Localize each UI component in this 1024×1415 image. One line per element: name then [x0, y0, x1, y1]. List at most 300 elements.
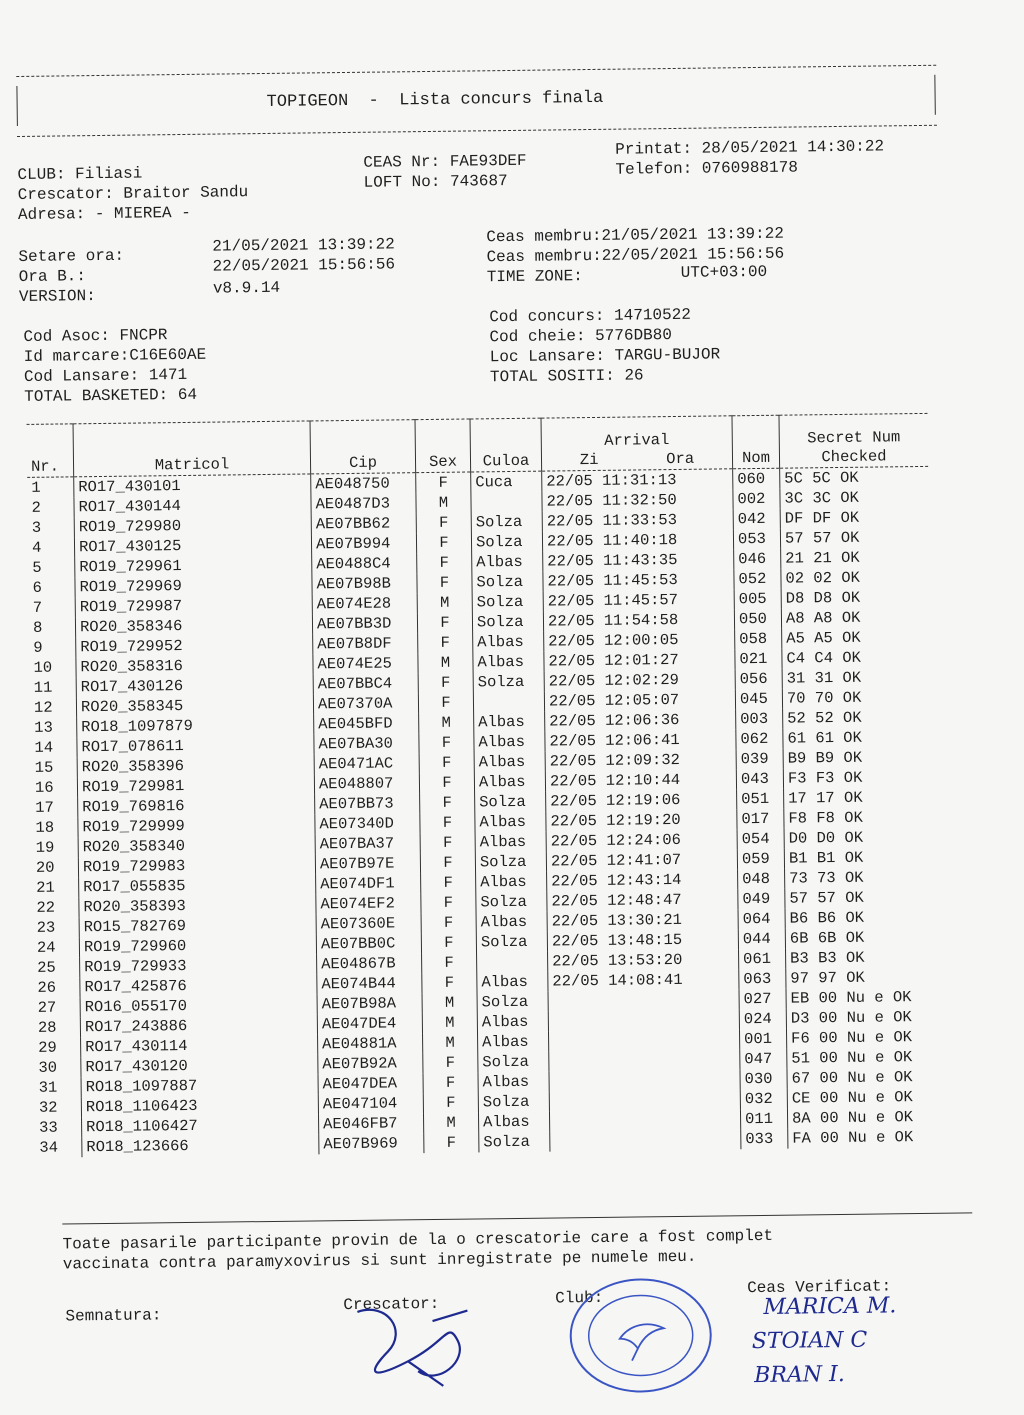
row-sex: F: [416, 472, 471, 493]
version-label: VERSION:: [18, 287, 96, 306]
row-cip: AE0487D3: [311, 493, 416, 514]
row-cip: AE07B98A: [317, 993, 422, 1014]
row-cip: AE07BA37: [315, 833, 420, 854]
row-nr: 23: [36, 918, 56, 937]
row-secret: B3 B3 OK: [786, 947, 935, 969]
row-secret: CE 00 Nu e OK: [787, 1087, 936, 1109]
row-secret: D0 D0 OK: [784, 827, 933, 849]
row-secret: D8 D8 OK: [781, 587, 930, 609]
row-matricol: RO17_430120: [81, 1054, 318, 1077]
row-matricol: RO20_358393: [79, 894, 316, 917]
row-cip: AE07BB0C: [316, 933, 421, 954]
row-culoa: [477, 952, 548, 973]
row-secret: 5C 5C OK: [780, 466, 929, 488]
row-secret: F3 F3 OK: [783, 767, 932, 789]
row-culoa: Albas: [472, 552, 543, 573]
row-nr: 22: [36, 898, 56, 917]
row-matricol: RO19_729961: [75, 554, 312, 577]
row-nom: 043: [736, 769, 783, 790]
row-matricol: RO16_055170: [80, 994, 317, 1017]
row-nr: 26: [37, 978, 57, 997]
row-cip: AE07B8DF: [313, 633, 418, 654]
row-matricol: RO20_358340: [78, 834, 315, 857]
row-cip: AE046FB7: [318, 1113, 423, 1134]
ceas-membru-2: Ceas membru:22/05/2021 15:56:56: [486, 244, 785, 267]
row-nr: 13: [34, 718, 53, 737]
row-nr: 32: [38, 1098, 58, 1117]
row-nom: 059: [737, 849, 784, 870]
row-nr: 30: [38, 1058, 58, 1077]
row-matricol: RO19_729933: [80, 954, 317, 977]
crescator-label: Crescator:: [343, 1294, 440, 1315]
row-cip: AE07370A: [313, 693, 418, 714]
row-matricol: RO19_729987: [75, 594, 312, 617]
row-arrival: 22/05 12:24:06: [546, 829, 737, 851]
row-arrival: 22/05 11:33:53: [542, 509, 733, 531]
row-arrival: 22/05 12:01:27: [544, 649, 735, 671]
setare-ora-label: Setare ora:: [18, 246, 125, 266]
row-matricol: RO18_1106423: [81, 1094, 318, 1117]
results-table: [27, 413, 937, 1158]
row-cip: AE07B994: [311, 533, 416, 554]
row-nr: 7: [32, 598, 43, 617]
row-matricol: RO17_430125: [74, 534, 311, 557]
row-sex: M: [423, 1032, 478, 1053]
cod-concurs-line: Cod concurs: 14710522: [489, 305, 692, 327]
row-matricol: RO17_055835: [79, 874, 316, 897]
row-secret: 6B 6B OK: [785, 927, 934, 949]
row-matricol: RO17_430114: [81, 1034, 318, 1057]
row-cip: AE048750: [311, 473, 416, 495]
club-label: Club:: [555, 1288, 604, 1308]
row-sex: F: [420, 812, 475, 833]
row-arrival: [548, 1029, 739, 1051]
row-cip: AE074E28: [312, 593, 417, 614]
row-culoa: Cuca: [471, 471, 542, 492]
row-secret: 70 70 OK: [782, 687, 931, 709]
row-culoa: Solza: [471, 532, 542, 553]
row-sex: F: [418, 672, 473, 693]
row-sex: M: [423, 1112, 478, 1133]
table-body: [27, 466, 936, 1157]
row-matricol: RO19_729969: [75, 574, 312, 597]
club-line: CLUB: Filiasi: [17, 164, 143, 185]
setare-ora-value: 21/05/2021 13:39:22: [212, 235, 395, 256]
row-arrival: 22/05 13:48:15: [547, 929, 738, 951]
row-secret: 73 73 OK: [785, 867, 934, 889]
time-zone-value: UTC+03:00: [680, 262, 768, 282]
loft-no-line: LOFT No: 743687: [363, 172, 508, 192]
footer-statement: [62, 1212, 973, 1274]
row-sex: F: [418, 632, 473, 653]
col-arrival: [541, 416, 733, 471]
row-nr: 31: [38, 1078, 58, 1097]
row-culoa: Albas: [474, 752, 545, 773]
row-secret: F8 F8 OK: [784, 807, 933, 829]
col-cip: Cip: [310, 420, 416, 474]
row-cip: AE07360E: [316, 913, 421, 934]
col-secret: [779, 413, 928, 468]
row-sex: F: [417, 552, 472, 573]
row-culoa: Solza: [476, 932, 547, 953]
verifier-signature-1: MARICA M.: [763, 1293, 897, 1320]
row-cip: AE07BA30: [314, 733, 419, 754]
row-sex: F: [422, 952, 477, 973]
row-secret: 02 02 OK: [781, 567, 930, 589]
row-secret: A8 A8 OK: [781, 607, 930, 629]
row-arrival: 22/05 12:09:32: [545, 749, 736, 771]
row-culoa: Albas: [477, 1012, 548, 1033]
row-culoa: Solza: [479, 1132, 550, 1153]
row-sex: M: [416, 492, 471, 513]
row-sex: F: [421, 872, 476, 893]
row-cip: AE0471AC: [314, 753, 419, 774]
row-sex: F: [419, 752, 474, 773]
row-nom: 011: [740, 1109, 787, 1130]
row-cip: AE07BB73: [315, 793, 420, 814]
row-cip: AE07B969: [319, 1133, 424, 1154]
row-matricol: RO19_729983: [78, 854, 315, 877]
printat-line: Printat: 28/05/2021 14:30:22: [615, 137, 885, 159]
crescator-signature: [347, 1290, 488, 1392]
row-secret: A5 A5 OK: [782, 627, 931, 649]
row-nom: 032: [740, 1089, 787, 1110]
row-sex: F: [418, 692, 473, 713]
row-sex: M: [419, 712, 474, 733]
row-arrival: [548, 1009, 739, 1031]
row-nr: 2: [31, 498, 41, 517]
row-matricol: RO17_078611: [77, 734, 314, 757]
loc-lansare-line: Loc Lansare: TARGU-BUJOR: [489, 345, 721, 367]
arrival-subheadings: [546, 449, 728, 470]
row-matricol: RO20_358316: [76, 654, 313, 677]
row-arrival: 22/05 12:19:06: [546, 789, 737, 811]
checked-heading: Checked: [821, 447, 887, 467]
row-nom: 017: [737, 809, 784, 830]
row-culoa: Albas: [475, 832, 546, 853]
row-secret: DF DF OK: [780, 507, 929, 529]
row-matricol: RO17_430126: [76, 674, 313, 697]
col-nom: Nom: [732, 415, 780, 469]
row-sex: F: [421, 892, 476, 913]
row-culoa: Albas: [474, 772, 545, 793]
row-sex: F: [424, 1132, 479, 1153]
row-secret: EB 00 Nu e OK: [786, 987, 935, 1009]
row-matricol: RO19_729980: [74, 514, 311, 537]
verifier-signature-3: BRAN I.: [754, 1361, 845, 1389]
row-culoa: Solza: [473, 672, 544, 693]
row-sex: M: [422, 1012, 477, 1033]
row-arrival: 22/05 12:48:47: [547, 889, 738, 911]
row-cip: AE07340D: [315, 813, 420, 834]
row-matricol: RO15_782769: [79, 914, 316, 937]
row-secret: 57 57 OK: [780, 527, 929, 549]
row-arrival: 22/05 12:00:05: [544, 629, 735, 651]
row-arrival: 22/05 13:30:21: [547, 909, 738, 931]
row-matricol: RO19_729999: [78, 814, 315, 837]
statement-line-1: Toate pasarile participante provin de la o crescatorie care a fost complet: [62, 1226, 774, 1254]
row-cip: AE074DF1: [316, 873, 421, 894]
row-culoa: [473, 692, 544, 713]
row-secret: B6 B6 OK: [785, 907, 934, 929]
row-nr: 16: [34, 778, 54, 797]
row-nom: 044: [738, 929, 785, 950]
row-matricol: RO18_123666: [82, 1134, 319, 1157]
row-secret: 61 61 OK: [783, 727, 932, 749]
row-nom: 048: [738, 869, 785, 890]
row-nom: 058: [735, 629, 782, 650]
row-culoa: [471, 492, 542, 513]
row-nom: 061: [739, 949, 786, 970]
row-culoa: Solza: [478, 1052, 549, 1073]
row-nr: 27: [37, 998, 57, 1017]
row-sex: F: [420, 852, 475, 873]
row-sex: F: [417, 572, 472, 593]
row-nr: 1: [31, 478, 41, 497]
row-nr: 11: [33, 678, 53, 697]
row-nom: 053: [733, 529, 780, 550]
row-arrival: [549, 1109, 740, 1131]
row-culoa: Albas: [473, 652, 544, 673]
row-secret: 51 00 Nu e OK: [787, 1047, 936, 1069]
row-cip: AE07B92A: [318, 1053, 423, 1074]
row-secret: 31 31 OK: [782, 667, 931, 689]
row-arrival: [550, 1129, 741, 1151]
row-arrival: 22/05 12:43:14: [547, 869, 738, 891]
row-matricol: RO18_1106427: [82, 1114, 319, 1137]
row-matricol: RO17_425876: [80, 974, 317, 997]
row-arrival: 22/05 11:43:35: [543, 549, 734, 571]
row-nr: 28: [37, 1018, 57, 1037]
row-cip: AE07B98B: [312, 573, 417, 594]
row-nr: 18: [35, 818, 55, 837]
row-arrival: 22/05 12:06:41: [545, 729, 736, 751]
row-nom: 049: [738, 889, 785, 910]
total-basketed-line: TOTAL BASKETED: 64: [24, 385, 198, 406]
ora-b-label: Ora B.:: [18, 267, 87, 286]
row-sex: F: [423, 1072, 478, 1093]
row-nom: 060: [733, 468, 780, 489]
id-marcare-line: Id marcare:C16E60AE: [23, 345, 207, 366]
row-matricol: RO18_1097879: [77, 714, 314, 737]
row-nom: 030: [740, 1069, 787, 1090]
row-arrival: 22/05 12:41:07: [546, 849, 737, 871]
row-matricol: RO19_729981: [77, 774, 314, 797]
row-arrival: 22/05 11:32:50: [542, 489, 733, 511]
row-nom: 064: [738, 909, 785, 930]
row-cip: AE074E25: [313, 653, 418, 674]
row-nom: 033: [741, 1129, 788, 1150]
row-matricol: RO17_243886: [80, 1014, 317, 1037]
row-nom: 052: [734, 569, 781, 590]
row-nom: 051: [737, 789, 784, 810]
row-culoa: Albas: [475, 812, 546, 833]
semnatura-label: Semnatura:: [65, 1306, 162, 1326]
row-nr: 5: [32, 558, 42, 577]
row-matricol: RO17_430144: [74, 494, 311, 517]
telefon-line: Telefon: 0760988178: [615, 158, 799, 179]
row-arrival: 22/05 13:53:20: [548, 949, 739, 971]
row-culoa: Solza: [477, 992, 548, 1013]
cod-asoc-line: Cod Asoc: FNCPR: [23, 326, 168, 346]
row-nom: 042: [733, 509, 780, 530]
row-arrival: 22/05 11:45:57: [543, 589, 734, 611]
row-nom: 062: [736, 729, 783, 750]
row-sex: F: [421, 912, 476, 933]
row-culoa: Albas: [478, 1112, 549, 1133]
row-nr: 29: [38, 1038, 57, 1057]
row-secret: 3C 3C OK: [780, 487, 929, 509]
total-sositi-line: TOTAL SOSITI: 26: [489, 366, 644, 387]
row-secret: D3 00 Nu e OK: [786, 1007, 935, 1029]
row-nr: 12: [33, 698, 53, 717]
title-box: [16, 65, 937, 138]
row-culoa: Solza: [475, 792, 546, 813]
row-secret: 97 97 OK: [786, 967, 935, 989]
row-culoa: Solza: [478, 1092, 549, 1113]
row-matricol: RO20_358346: [75, 614, 312, 637]
row-matricol: RO20_358396: [77, 754, 314, 777]
row-arrival: 22/05 12:05:07: [544, 689, 735, 711]
adresa-line: Adresa: - MIEREA -: [17, 203, 191, 224]
row-sex: F: [423, 1092, 478, 1113]
row-secret: 57 57 OK: [785, 887, 934, 909]
row-arrival: 22/05 14:08:41: [548, 969, 739, 991]
row-sex: F: [419, 732, 474, 753]
row-sex: M: [417, 592, 472, 613]
row-culoa: Albas: [478, 1032, 549, 1053]
row-arrival: [549, 1049, 740, 1071]
club-stamp: [567, 1276, 714, 1396]
row-cip: AE045BFD: [314, 713, 419, 734]
row-nom: 056: [735, 669, 782, 690]
col-sex: Sex: [415, 419, 471, 473]
row-arrival: 22/05 12:19:20: [546, 809, 737, 831]
row-culoa: Solza: [476, 892, 547, 913]
col-zi: Zi: [579, 450, 599, 470]
row-sex: M: [422, 992, 477, 1013]
row-sex: F: [420, 792, 475, 813]
row-nr: 9: [33, 638, 43, 657]
row-nom: 003: [736, 709, 783, 730]
row-culoa: Albas: [477, 972, 548, 993]
row-arrival: 22/05 11:40:18: [542, 529, 733, 551]
row-nr: 25: [37, 958, 56, 977]
row-arrival: 22/05 12:10:44: [545, 769, 736, 791]
row-nr: 19: [35, 838, 55, 857]
row-nr: 14: [34, 738, 54, 757]
row-secret: B1 B1 OK: [784, 847, 933, 869]
secret-heading: Secret Num: [807, 428, 901, 448]
row-secret: 67 00 Nu e OK: [787, 1067, 936, 1089]
row-cip: AE074B44: [317, 973, 422, 994]
row-nom: 021: [735, 649, 782, 670]
cod-cheie-line: Cod cheie: 5776DB80: [489, 326, 673, 347]
row-sex: F: [421, 932, 476, 953]
row-nom: 046: [734, 549, 781, 570]
row-matricol: RO20_358345: [76, 694, 313, 717]
row-nom: 027: [739, 989, 786, 1010]
row-culoa: Albas: [474, 732, 545, 753]
row-cip: AE04881A: [318, 1033, 423, 1054]
row-matricol: RO17_430101: [74, 474, 311, 497]
row-secret: 21 21 OK: [781, 547, 930, 569]
time-zone-label: TIME ZONE:: [486, 267, 583, 287]
row-nom: 063: [739, 969, 786, 990]
col-ora: Ora: [666, 449, 695, 469]
row-secret: FA 00 Nu e OK: [788, 1127, 937, 1149]
row-cip: AE047DEA: [318, 1073, 423, 1094]
row-culoa: Albas: [476, 872, 547, 893]
row-sex: F: [422, 972, 477, 993]
row-arrival: 22/05 11:31:13: [542, 469, 733, 492]
row-cip: AE0488C4: [312, 553, 417, 574]
row-nom: 001: [739, 1029, 786, 1050]
row-sex: F: [423, 1052, 478, 1073]
row-cip: AE07BBC4: [313, 673, 418, 694]
row-nr: 4: [31, 538, 42, 557]
row-arrival: 22/05 11:45:53: [543, 569, 734, 591]
cod-lansare-line: Cod Lansare: 1471: [23, 365, 188, 386]
row-nr: 34: [39, 1138, 59, 1157]
col-culoa: Culoa: [470, 418, 542, 472]
row-nr: 3: [31, 518, 42, 537]
row-arrival: 22/05 11:54:58: [543, 609, 734, 631]
arrival-heading: Arrival: [604, 431, 670, 450]
row-culoa: Solza: [472, 592, 543, 613]
row-culoa: Albas: [473, 632, 544, 653]
row-nr: 24: [36, 938, 56, 957]
row-nr: 20: [35, 858, 55, 877]
row-sex: F: [420, 832, 475, 853]
row-cip: AE047DE4: [317, 1013, 422, 1034]
ceas-verificat-label: Ceas Verificat:: [747, 1277, 892, 1298]
row-culoa: Albas: [478, 1072, 549, 1093]
row-cip: AE07BB62: [311, 513, 416, 534]
row-nom: 024: [739, 1009, 786, 1030]
row-culoa: Solza: [472, 572, 543, 593]
row-cip: AE048807: [314, 773, 419, 794]
row-secret: B9 B9 OK: [783, 747, 932, 769]
row-sex: M: [418, 652, 473, 673]
row-nom: 050: [734, 609, 781, 630]
row-nr: 15: [34, 758, 54, 777]
row-culoa: Solza: [471, 512, 542, 533]
row-arrival: 22/05 12:02:29: [544, 669, 735, 691]
row-nom: 002: [733, 489, 780, 510]
row-sex: F: [416, 532, 471, 553]
row-sex: F: [416, 512, 471, 533]
row-arrival: 22/05 12:06:36: [545, 709, 736, 731]
row-matricol: RO19_729960: [79, 934, 316, 957]
row-nom: 054: [737, 829, 784, 850]
row-matricol: RO19_769816: [78, 794, 315, 817]
ceas-membru-1: Ceas membru:21/05/2021 13:39:22: [486, 224, 785, 247]
row-sex: F: [419, 772, 474, 793]
ceas-nr-line: CEAS Nr: FAE93DEF: [363, 151, 527, 172]
col-matricol: Matricol: [73, 421, 311, 477]
row-arrival: [548, 989, 739, 1011]
row-nom: 045: [735, 689, 782, 710]
row-arrival: [549, 1089, 740, 1111]
row-nom: 039: [736, 749, 783, 770]
row-cip: AE07BB3D: [312, 613, 417, 634]
row-culoa: Albas: [476, 912, 547, 933]
row-culoa: Solza: [475, 852, 546, 873]
row-matricol: RO18_1097887: [81, 1074, 318, 1097]
row-sex: F: [417, 612, 472, 633]
statement-line-2: vaccinata contra paramyxovirus si sunt inregistrate pe numele meu.: [62, 1247, 697, 1274]
